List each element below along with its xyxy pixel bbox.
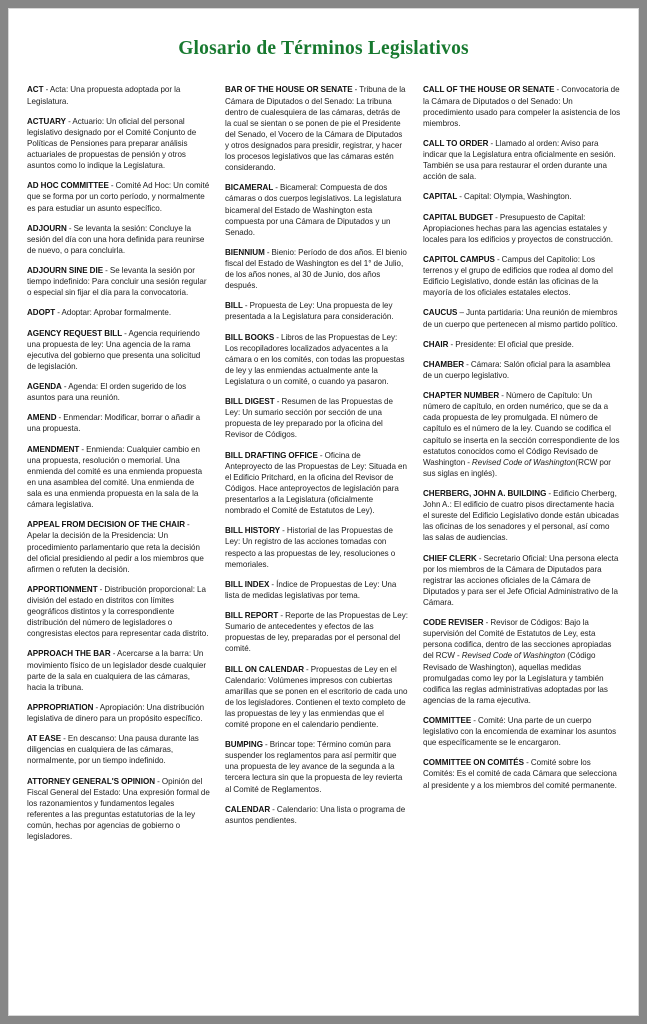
glossary-term: CALENDAR bbox=[224, 804, 271, 814]
glossary-definition: Calendario: Una lista o programa de asuntos pendientes. bbox=[224, 804, 406, 825]
glossary-separator: - bbox=[97, 584, 105, 594]
glossary-entry bbox=[225, 84, 408, 173]
glossary-separator: - bbox=[110, 649, 117, 659]
glossary-definition: Opinión del Fiscal General del Estado: Una expresión formal de los razonamientos y fundamentos legales referentes a las preguntas estatutorias de la ley común, hechas por agencias de gobierno o legisladores. bbox=[27, 776, 210, 842]
glossary-column-2 bbox=[225, 76, 423, 851]
glossary-definition: Apelar la decisión de la Presidencia: Un procedimiento parlamentario que reta la decisión del oficial presidiendo al pedir a los miembros que afirmen o refuten la decisión. bbox=[27, 531, 204, 574]
glossary-entry bbox=[27, 702, 210, 724]
glossary-definition: Llamado al orden: Aviso para indicar que la Legislatura entra oficialmente en sesión. También se usa para restaurar el orden durante una acción de sala. bbox=[422, 138, 616, 182]
glossary-entry bbox=[27, 648, 210, 692]
glossary-term: CAPITOL CAMPUS bbox=[422, 254, 495, 264]
glossary-entry bbox=[27, 444, 210, 511]
glossary-term: CHAPTER NUMBER bbox=[422, 391, 500, 401]
glossary-definition: Comité sobre los Comités: Es el comité de cada Cámara que selecciona al presidente y a los miembros del comité permanente. bbox=[422, 758, 617, 790]
glossary-definition: (RCW por sus siglas en inglés). bbox=[422, 457, 611, 478]
glossary-definition: Adoptar: Aprobar formalmente. bbox=[61, 308, 172, 318]
glossary-definition: Se levanta la sesión: Concluye la sesión del día con una hora definida para reunirse de nuevo, o para concluirla. bbox=[27, 223, 205, 255]
glossary-definition: Presidente: El oficial que preside. bbox=[455, 339, 574, 349]
glossary-entry bbox=[423, 553, 621, 608]
glossary-term: CALL TO ORDER bbox=[422, 138, 489, 148]
glossary-separator: - bbox=[108, 181, 116, 191]
glossary-definition: Secretario Oficial: Una persona electa por los miembros de la Cámara de Diputados para registrar las acciones oficiales de la Cámara de Diputados y para ser el Jefe Oficial Administrativo de la Cámara. bbox=[422, 553, 619, 607]
glossary-definition: Edificio Cherberg, John A.: El edificio de cuatro pisos directamente hacia el sureste del Edificio Legislativo donde están ubicadas las oficinas de los senadores y el personal, así como las salas de audiencias. bbox=[422, 489, 619, 543]
glossary-definition: Número de Capítulo: Un número de capítulo, en orden numérico, que se da a cada propuesta de ley promulgada. El número de capítulo es el número de la ley. Cuando se codifica el capítulo se inserta en la sección correspondiente de los estatutos conocidos como el Código Revisado de Washington - bbox=[422, 391, 620, 467]
glossary-separator: - bbox=[56, 413, 64, 423]
glossary-separator: - bbox=[270, 804, 277, 814]
glossary-entry bbox=[225, 579, 408, 601]
glossary-term: ACT bbox=[27, 85, 44, 95]
glossary-term: BILL ON CALENDAR bbox=[224, 664, 305, 674]
document-page bbox=[8, 8, 639, 1016]
glossary-entry bbox=[225, 739, 408, 794]
glossary-term: APPORTIONMENT bbox=[27, 584, 98, 594]
glossary-entry bbox=[225, 247, 408, 291]
glossary-entry bbox=[423, 138, 621, 182]
glossary-entry bbox=[225, 804, 408, 826]
glossary-definition: Agenda: El orden sugerido de los asuntos para una reunión. bbox=[27, 382, 187, 403]
glossary-entry bbox=[423, 757, 621, 790]
glossary-definition: Enmienda: Cualquier cambio en una propuesta, resolución o memorial. Una enmienda del comité es una enmienda propuesta en una asamblea del comité. Una enmienda de sala es una enmienda propuesta en la sala de la cámara legislativa. bbox=[27, 444, 203, 510]
glossary-entry bbox=[225, 525, 408, 569]
glossary-definition: Comité: Una parte de un cuerpo legislativo con la encomienda de examinar los asuntos que específicamente se le encargaron. bbox=[422, 716, 617, 748]
glossary-definition: Cámara: Salón oficial para la asamblea de un cuerpo legislativo. bbox=[422, 359, 611, 381]
glossary-separator: – bbox=[457, 308, 466, 318]
glossary-entry bbox=[27, 307, 210, 318]
glossary-definition: Brincar tope: Término común para suspender los reglamentos para así permitir que una propuesta de ley avance de la segunda a la tercera lectura sin que la propuesta de ley revierta al Comité de Reglamentos. bbox=[224, 740, 403, 794]
glossary-term: BILL DIGEST bbox=[224, 397, 275, 407]
glossary-term: BILL bbox=[224, 301, 243, 311]
glossary-entry bbox=[27, 180, 210, 213]
glossary-separator: - bbox=[488, 138, 496, 148]
glossary-definition: Capital: Olympia, Washington. bbox=[464, 192, 572, 202]
glossary-definition: Comité Ad Hoc: Un comité que se forma por un corto período, y normalmente es para estudiar un asunto específico. bbox=[27, 181, 210, 213]
glossary-entry bbox=[27, 84, 210, 106]
glossary-definition: Presupuesto de Capital: Apropiaciones hechas para las agencias estatales y locales para los edificios y proyectos de construcción. bbox=[422, 212, 614, 244]
glossary-entry bbox=[225, 332, 408, 387]
glossary-term: APPROACH THE BAR bbox=[27, 649, 111, 659]
glossary-separator: - bbox=[155, 776, 162, 786]
glossary-entry bbox=[423, 307, 621, 329]
glossary-entry bbox=[423, 84, 621, 128]
glossary-separator: - bbox=[448, 339, 456, 349]
glossary-entry bbox=[27, 328, 210, 372]
glossary-entry bbox=[27, 733, 210, 766]
glossary-separator: - bbox=[524, 758, 531, 768]
glossary-term: BAR OF THE HOUSE OR SENATE bbox=[224, 85, 353, 95]
glossary-entry bbox=[27, 412, 210, 434]
glossary-separator: - bbox=[61, 382, 69, 392]
glossary-definition: Convocatoria de la Cámara de Diputados o del Senado: Un procedimiento usado para compeler la asistencia de los miembros. bbox=[422, 85, 621, 128]
glossary-definition: Se levanta la sesión por tiempo indefinido: Para concluir una sesión regular o especial sin fijar el día para la convocatoria. bbox=[27, 266, 207, 298]
glossary-separator: - bbox=[262, 740, 270, 750]
glossary-definition: En descanso: Una pausa durante las diligencias en cualquiera de las cámaras, normalmente, por un tiempo indefinido. bbox=[27, 734, 199, 766]
glossary-term: APPROPRIATION bbox=[27, 702, 94, 712]
glossary-term: APPEAL FROM DECISION OF THE CHAIR bbox=[27, 520, 186, 530]
glossary-separator: - bbox=[483, 618, 491, 628]
glossary-entry bbox=[423, 254, 621, 298]
glossary-separator: - bbox=[274, 397, 282, 407]
glossary-term: CHAMBER bbox=[422, 359, 465, 369]
glossary-separator: - bbox=[352, 85, 360, 95]
glossary-definition: Acta: Una propuesta adoptada por la Legislatura. bbox=[27, 85, 181, 106]
glossary-term: CAPITAL bbox=[422, 192, 458, 202]
glossary-entry bbox=[423, 191, 621, 202]
glossary-term: AT EASE bbox=[27, 734, 62, 744]
glossary-entry bbox=[27, 265, 210, 298]
glossary-definition: Reporte de las Propuestas de Ley: Sumario de antecedentes y efectos de las propuestas de ley, preparadas por el personal del comité. bbox=[224, 611, 408, 654]
glossary-entry bbox=[423, 390, 621, 479]
glossary-separator: - bbox=[43, 85, 50, 95]
glossary-entry bbox=[225, 664, 408, 731]
glossary-term: BICAMERAL bbox=[224, 183, 274, 193]
glossary-separator: - bbox=[274, 332, 282, 342]
glossary-term: CAUCUS bbox=[422, 308, 458, 318]
glossary-term: BIENNIUM bbox=[224, 247, 265, 257]
glossary-term: ADJOURN bbox=[27, 223, 67, 233]
glossary-term: BILL REPORT bbox=[224, 611, 279, 621]
glossary-term: BUMPING bbox=[224, 740, 263, 750]
glossary-columns bbox=[9, 59, 638, 851]
glossary-separator: - bbox=[494, 254, 502, 264]
glossary-definition: Oficina de Anteproyecto de las Propuestas de Ley: Situada en el Edificio Pritchard, en la oficina del Revisor de Códigos. Hace anteproyectos de legislación para presentarlos a la Legislatura (oficialmente nombrado el Comité de Estatutos de Ley). bbox=[224, 450, 407, 516]
glossary-term: CAPITAL BUDGET bbox=[422, 212, 494, 222]
glossary-entry bbox=[423, 212, 621, 245]
glossary-term: CHIEF CLERK bbox=[422, 553, 477, 563]
glossary-definition: Tribuna de la Cámara de Diputados o del Senado: La tribuna dentro de cualesquiera de las cámaras, detrás de la cual se sientan o se ponen de pie el Presidente del Senado, el Vocero de la Cámara de Diputados y otros designados para presidir, registrar, y hacer los procesos legislativos que las cámaras estén considerando. bbox=[224, 85, 406, 173]
glossary-definition: Índice de Propuestas de Ley: Una lista de medidas legislativas por tema. bbox=[224, 579, 397, 600]
glossary-definition: Actuario: Un oficial del personal legislativo designado por el Comité Conjunto de Políticas de Pensiones para preparar análisis actuariales de propuestas de pensión y otros asuntos como lo indique la Legislatura. bbox=[27, 116, 197, 171]
glossary-entry bbox=[27, 519, 210, 574]
glossary-definition: Propuesta de Ley: Una propuesta de ley presentada a la Legislatura para consideración. bbox=[224, 301, 394, 322]
glossary-term: CHERBERG, JOHN A. BUILDING bbox=[422, 489, 547, 499]
glossary-separator: - bbox=[317, 450, 325, 460]
glossary-separator: - bbox=[185, 520, 190, 530]
glossary-entry bbox=[27, 116, 210, 171]
glossary-entry bbox=[423, 715, 621, 748]
glossary-separator: - bbox=[280, 526, 287, 536]
glossary-term: CHAIR bbox=[422, 339, 449, 349]
glossary-term: BILL BOOKS bbox=[224, 332, 275, 342]
glossary-entry bbox=[423, 359, 621, 381]
glossary-definition: Acercarse a la barra: Un movimiento físico de un legislador desde cualquier parte de la sala en cualquiera de las cámaras, hacia la tribuna. bbox=[27, 649, 207, 692]
glossary-definition: Campus del Capitolio: Los terrenos y el grupo de edificios que rodea al domo del Edificio Legislativo, donde están las oficinas de la mayoría de los oficiales estatales electos. bbox=[422, 254, 613, 298]
glossary-definition: Propuestas de Ley en el Calendario: Volúmenes impresos con cubiertas amarillas que se ponen en el escritorio de cada uno de los legisladores. Contienen el texto completo de las propuestas de ley y las enmiendas que el comité propone en el calendario pendiente. bbox=[224, 664, 408, 730]
glossary-entry bbox=[27, 223, 210, 256]
glossary-separator: - bbox=[278, 611, 286, 621]
glossary-separator: - bbox=[66, 223, 74, 233]
glossary-entry bbox=[225, 300, 408, 322]
glossary-separator: - bbox=[464, 359, 471, 369]
glossary-definition: Revisor de Códigos: Bajo la supervisión del Comité de Estatutos de Ley, esta persona codifica, dentro de las secciones apropiadas del RCW - bbox=[422, 618, 612, 661]
glossary-term: ADJOURN SINE DIE bbox=[27, 266, 104, 276]
glossary-definition: Bicameral: Compuesta de dos cámaras o dos cuerpos legislativos. La legislatura bicameral del Estado de Washington esta compuesta por una Cámara de Diputados y un Senado. bbox=[224, 183, 402, 237]
glossary-separator: - bbox=[264, 247, 272, 257]
glossary-definition: Resumen de las Propuestas de Ley: Un sumario sección por sección de una propuesta de ley preparado por la oficina del Revisor de Códigos. bbox=[224, 397, 393, 440]
glossary-column-1 bbox=[27, 76, 225, 851]
glossary-term: COMMITTEE bbox=[422, 716, 472, 726]
glossary-separator: - bbox=[269, 579, 277, 589]
glossary-term: CALL OF THE HOUSE OR SENATE bbox=[422, 85, 555, 95]
glossary-term: AD HOC COMMITTEE bbox=[27, 181, 109, 191]
glossary-separator: - bbox=[471, 716, 479, 726]
glossary-definition: Distribución proporcional: La división del estado en distritos con límites geográficos distintos y la correspondiente distribución del número de legisladores o congresistas electos para representar cada distrito. bbox=[27, 584, 209, 639]
glossary-definition: Bienio: Período de dos años. El bienio fiscal del Estado de Washington es del 1° de Julio, de los años nones, al 30 de Junio, dos años después. bbox=[224, 247, 407, 291]
glossary-entry bbox=[225, 182, 408, 237]
glossary-separator: - bbox=[457, 192, 465, 202]
glossary-term: BILL HISTORY bbox=[224, 526, 281, 536]
glossary-entry bbox=[27, 584, 210, 639]
glossary-term: CODE REVISER bbox=[422, 618, 484, 628]
glossary-separator: - bbox=[493, 212, 500, 222]
glossary-definition: Apropiación: Una distribución legislativa de dinero para un propósito específico. bbox=[27, 702, 205, 724]
glossary-column-3 bbox=[423, 76, 621, 851]
glossary-entry bbox=[423, 488, 621, 543]
glossary-definition: Agencia requiriendo una propuesta de ley: Una agencia de la rama ejecutiva del gobierno que presenta una solicitud de legislación. bbox=[27, 328, 201, 371]
glossary-separator: - bbox=[79, 444, 87, 454]
glossary-definition: (Código Revisado de Washington), aquellas medidas promulgadas como ley por la Legislatura y también codifica las reglas administrativas adoptadas por las agencias de la rama ejecutiva. bbox=[422, 651, 608, 705]
glossary-separator: - bbox=[476, 553, 484, 563]
glossary-entry bbox=[225, 610, 408, 654]
page-title: Glosario de Términos Legislativos bbox=[178, 38, 469, 59]
glossary-separator: - bbox=[61, 734, 68, 744]
glossary-term: COMMITTEE ON COMITÉS bbox=[422, 758, 525, 768]
glossary-term: BILL DRAFTING OFFICE bbox=[224, 450, 318, 460]
glossary-term: AMEND bbox=[27, 413, 57, 423]
glossary-separator: - bbox=[103, 266, 110, 276]
glossary-entry bbox=[423, 617, 621, 706]
glossary-definition-italic: Revised Code of Washington bbox=[461, 651, 566, 661]
glossary-definition: Enmendar: Modificar, borrar o añadir a una propuesta. bbox=[27, 413, 201, 434]
glossary-entry bbox=[27, 776, 210, 843]
glossary-term: AGENDA bbox=[27, 382, 62, 392]
glossary-separator: - bbox=[242, 301, 250, 311]
glossary-definition: Libros de las Propuestas de Ley: Los recopiladores localizados adyacentes a la cámara o en los comités, con todas las propuestas de ley y las enmiendas actualmente ante la Legislatura o un comité, o cuando ya pasaron. bbox=[224, 332, 405, 387]
glossary-definition-italic: Revised Code of Washington bbox=[471, 457, 576, 467]
glossary-separator: - bbox=[122, 328, 129, 338]
glossary-separator: - bbox=[499, 391, 506, 401]
glossary-separator: - bbox=[55, 308, 62, 318]
glossary-separator: - bbox=[93, 702, 100, 712]
glossary-definition: Historial de las Propuestas de Ley: Un registro de las acciones tomadas con respecto a las propuestas de ley, resoluciones o memoriales. bbox=[224, 526, 396, 569]
glossary-entry bbox=[423, 339, 621, 350]
glossary-entry bbox=[27, 381, 210, 403]
glossary-separator: - bbox=[66, 116, 73, 126]
glossary-separator: - bbox=[546, 489, 554, 499]
glossary-entry bbox=[225, 450, 408, 517]
glossary-term: ADOPT bbox=[27, 308, 56, 318]
glossary-term: ATTORNEY GENERAL'S OPINION bbox=[27, 776, 156, 786]
glossary-term: BILL INDEX bbox=[224, 579, 270, 589]
glossary-term: ACTUARY bbox=[27, 116, 67, 126]
glossary-term: AMENDMENT bbox=[27, 444, 80, 454]
glossary-separator: - bbox=[304, 664, 311, 674]
glossary-term: AGENCY REQUEST BILL bbox=[27, 328, 123, 338]
glossary-definition: Junta partidaria: Una reunión de miembros de un cuerpo que pertenecen al mismo partido político. bbox=[422, 308, 618, 329]
glossary-entry bbox=[225, 396, 408, 440]
glossary-separator: - bbox=[273, 183, 281, 193]
glossary-separator: - bbox=[554, 85, 562, 95]
